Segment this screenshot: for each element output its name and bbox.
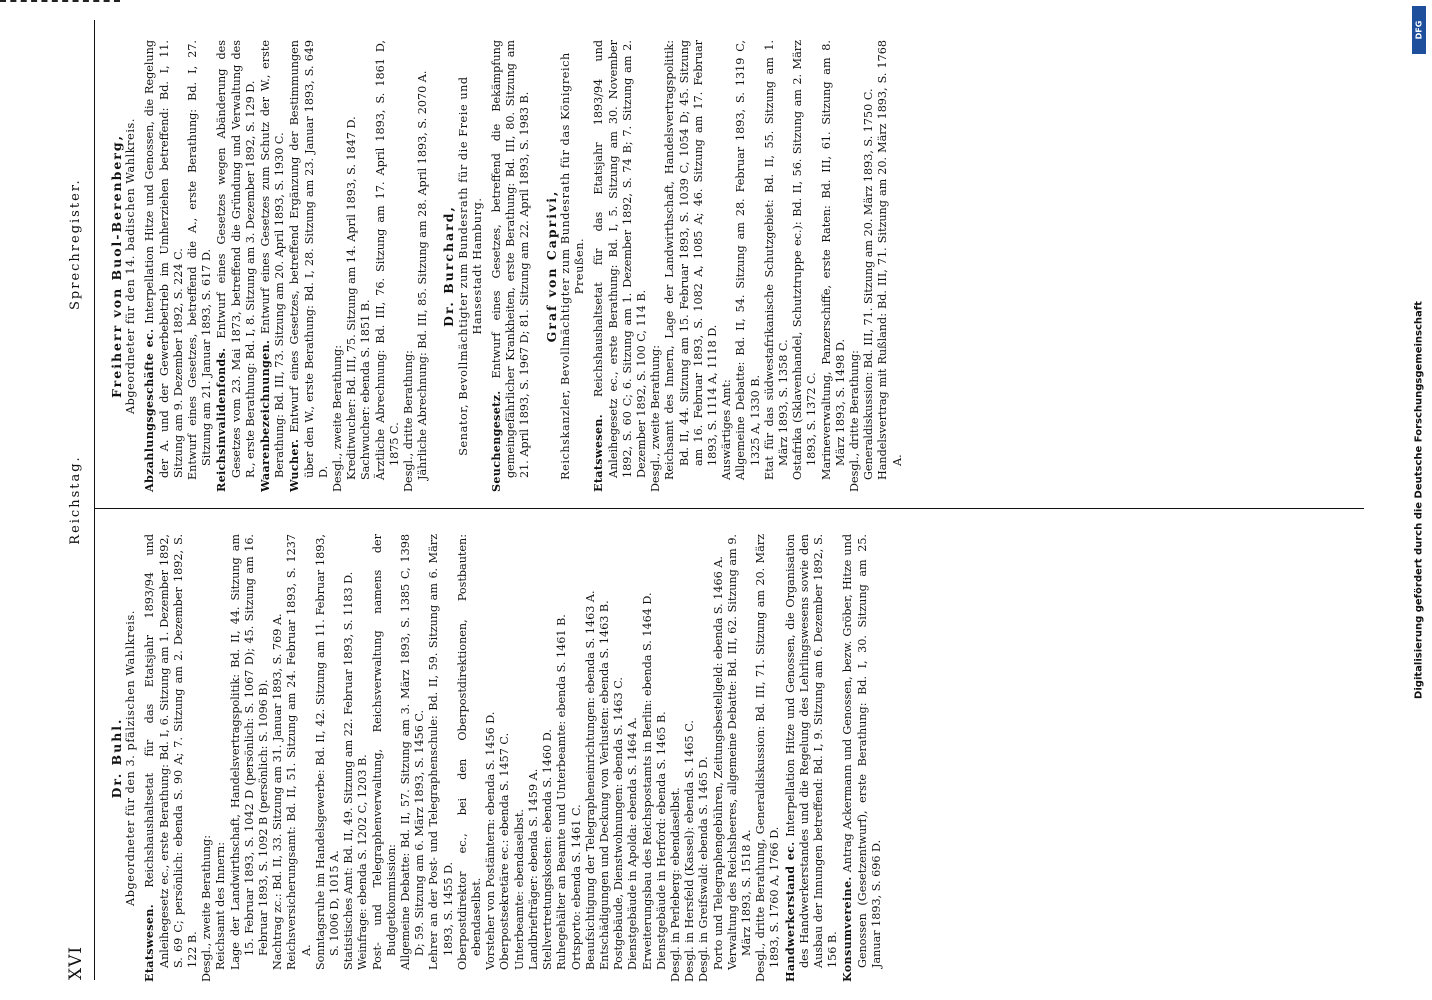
entry-text: Interpellation Hitze und Genossen, die Organisation des Handwerkerstandes und die Regelung des Lehrlingswesens sowie den Ausbau der Innungen betreffend: Bd. I, 9. Sitzung am 6. Dezember 1892, S. 156 B. <box>783 534 840 968</box>
entry-text: Vorsteher von Postämtern: ebenda S. 1456 D. <box>484 711 498 970</box>
register-entry <box>649 40 663 492</box>
register-entry <box>342 534 356 982</box>
entry-text: Nachtrag zc.: Bd. II, 33. Sitzung am 31. Januar 1893, S. 769 A. <box>271 613 285 970</box>
register-entry <box>584 534 598 982</box>
entry-text: Desgl. in Perleberg: ebendaselbst. <box>668 787 682 982</box>
register-entry <box>513 534 527 982</box>
entry-keyword: Handwerkerstand ec. <box>782 841 797 982</box>
register-entry <box>570 534 584 982</box>
entry-text: Reichsamt des Innern: <box>214 841 228 970</box>
entry-text: Desgl. in Greifswald: ebenda S. 1465 D. <box>697 756 711 982</box>
header-title-right: Sprechregister. <box>68 178 83 310</box>
entry-text: Oberpostsekretäre ec.: ebenda S. 1457 C. <box>498 732 512 970</box>
entry-text: Stellvertretungskosten: ebenda S. 1460 D. <box>541 729 555 970</box>
register-entry <box>655 534 669 982</box>
register-entry <box>848 40 862 492</box>
register-entry <box>484 534 498 982</box>
register-entry <box>416 40 430 492</box>
register-entry <box>371 534 399 982</box>
register-entry <box>527 534 541 982</box>
entry-text: Ortsporto: ebenda S. 1461 C. <box>569 804 583 970</box>
speaker-name: Dr. Buhl. <box>109 717 124 799</box>
entry-text: Sachwucher: ebenda S. 1851 B. <box>359 299 373 480</box>
entry-text: Desgl. in Hersfeld (Kassel): ebenda S. 1465 C. <box>683 720 697 982</box>
speaker-role: Abgeordneter für den 14. badischen Wahlkreis. <box>124 117 138 415</box>
entry-text: Entwurf eines Gesetzes, betreffend die Bekämpfung gemeingefährlicher Krankheiten, erste Berathung: Bd. III, 80. Sitzung am 21. April 1893, S. 1967 D; 81. Sitzung am 22. April 1893, S. 1983 B. <box>490 40 532 478</box>
left-column <box>104 534 890 982</box>
entry-text: Desgl., zweite Berathung: <box>331 345 345 492</box>
entry-text: Reichsversicherungsamt: Bd. II, 51. Sitzung am 24. Februar 1893, S. 1237 A. <box>285 534 313 970</box>
entry-text: Unterbeamte: ebendaselbst. <box>512 809 526 970</box>
entry-text: Marineverwaltung, Panzerschiffe, erste Raten: Bd. III, 61. Sitzung am 8. März 1893, S. 1498 D. <box>819 40 847 480</box>
entry-text: Auswärtiges Amt: <box>720 379 734 480</box>
register-entry <box>356 534 370 982</box>
register-entry <box>555 534 569 982</box>
register-entry <box>862 40 876 492</box>
register-entry <box>840 534 884 982</box>
entry-text: Entwurf eines Gesetzes wegen Abänderung des Gesetzes vom 23. Mai 1873, betreffend die Gründung und Verwaltung des R., erste Berathung: Bd. I, 8. Sitzung am 3. Dezember 1892, S. 129 D. <box>215 40 257 478</box>
speaker-role: Reichskanzler, Bevollmächtigter zum Bundesrath für das Königreich Preußen. <box>558 52 587 480</box>
page-header <box>66 20 95 980</box>
entry-text: Sonntagsruhe im Handelsgewerbe: Bd. II, 42. Sitzung am 11. Februar 1893, S. 1006 D, 1015 A. <box>313 534 342 970</box>
entry-text: Statistisches Amt: Bd. II, 49. Sitzung am 22. Februar 1893, S. 1183 D. <box>342 571 356 970</box>
entry-keyword: Reichsinvalidenfonds. <box>214 347 229 492</box>
register-entry <box>734 40 762 492</box>
entry-keyword: Etatswesen. <box>142 904 157 982</box>
register-entry <box>200 534 214 982</box>
entry-text: Lage der Landwirthschaft, Handelsvertragspolitik: Bd. II, 44. Sitzung am 15. Februar 1893, S. 1042 D (persönlich: S. 1067 D); 45. Sitzung am 16. Februar 1893, S. 1092 B (persönlich: S. 1096 B). <box>228 534 271 970</box>
register-entry <box>712 534 726 982</box>
entry-text: Desgl., zweite Berathung: <box>649 345 663 492</box>
entry-keyword: Konsumvereine. <box>840 876 855 982</box>
register-entry <box>763 40 791 492</box>
entry-text: Entwurf eines Gesetzes, betreffend Ergänzung der Bestimmungen über den W., erste Berathung: Bd. I, 28. Sitzung am 23. Januar 1893, S. 649 D. <box>288 40 330 478</box>
entry-text: Porto und Telegraphengebühren, Zeitungsbestellgeld: ebenda S. 1466 A. <box>711 556 725 970</box>
entry-text: Ärztliche Abrechnung: Bd. III, 76. Sitzung am 17. April 1893, S. 1861 D, 1875 C. <box>373 40 401 480</box>
register-entry <box>214 534 228 982</box>
entry-text: Desgl., dritte Berathung, Generaldiskussion: Bd. III, 71. Sitzung am 20. März 1893, S. 1760 A, 1766 D. <box>754 534 782 982</box>
header-title-center: Reichstag. <box>68 455 83 545</box>
entry-text: Erweiterungsbau des Reichspostamts in Berlin: ebenda S. 1464 D. <box>640 592 654 970</box>
right-column <box>104 40 911 492</box>
entry-text: Dienstgebäude in Apolda: ebenda S. 1464 A. <box>626 717 640 970</box>
register-entry <box>271 534 285 982</box>
register-entry <box>456 534 484 982</box>
register-entry <box>258 40 287 492</box>
register-entry <box>791 40 819 492</box>
entry-text: Kreditwucher: Bd. III, 75. Sitzung am 14. April 1893, S. 1847 D. <box>345 116 359 480</box>
entry-text: Lehrer an der Post- und Telegraphenschule: Bd. II, 59. Sitzung am 6. März 1893, S. 1455 D. <box>427 534 455 970</box>
entry-text: Entwurf eines Gesetzes, betreffend die A., erste Berathung: Bd. I, 27. Sitzung am 21. Januar 1893, S. 617 D. <box>186 40 214 480</box>
entry-text: Oberpostdirektor ec., bei den Oberpostdirektionen, Postbauten: ebendaselbst. <box>455 534 484 970</box>
register-entry <box>663 40 720 492</box>
entry-keyword: Etatswesen. <box>591 414 606 492</box>
register-entry <box>498 534 512 982</box>
register-entry <box>641 534 655 982</box>
funding-credit-text: Digitalisierung gefördert durch die Deutsche Forschungsgemeinschaft <box>1413 301 1425 699</box>
register-entry <box>359 40 373 492</box>
entry-text: Etat für das südwestafrikanische Schutzgebiet: Bd. II, 55. Sitzung am 1. März 1893, S. 1358 C. <box>762 40 790 480</box>
register-entry <box>876 40 904 492</box>
register-entry <box>142 40 186 492</box>
register-entry <box>374 40 402 492</box>
register-entry <box>754 534 782 982</box>
register-entry <box>345 40 359 492</box>
register-entry <box>720 40 734 492</box>
entry-keyword: Abzahlungsgeschäfte ec. <box>142 328 157 492</box>
entry-text: Postgebäude, Dienstwohnungen: ebenda S. 1463 C. <box>612 677 626 970</box>
funding-credit <box>1410 0 1428 1000</box>
register-entry <box>683 534 697 982</box>
register-entry <box>314 534 342 982</box>
column-divider <box>94 508 1364 509</box>
entry-keyword: Waarenbezeichnungen. <box>258 339 273 492</box>
speaker-name: Freiherr von Buol-Berenberg, <box>109 134 124 398</box>
register-entry <box>697 534 711 982</box>
register-entry <box>726 534 754 982</box>
entry-text: Dienstgebäude in Herford: ebenda S. 1465 B. <box>654 711 668 970</box>
entry-text: Entschädigungen und Deckung von Verlusten: ebenda S. 1463 B. <box>597 600 611 970</box>
entry-keyword: Seuchengesetz. <box>489 390 504 492</box>
page-number: XVI <box>66 945 86 980</box>
register-entry <box>783 534 841 982</box>
register-entry <box>820 40 848 492</box>
speaker-role: Senator, Bevollmächtigter zum Bundesrath für die Freie und Hansestadt Hamburg. <box>456 76 484 456</box>
dfg-logo: DFG <box>1412 6 1426 54</box>
register-entry <box>669 534 683 982</box>
entry-text: Landbriefträger: ebenda S. 1459 A. <box>526 768 540 970</box>
entry-text: Weinfrage: ebenda S. 1202 C, 1203 B. <box>356 754 370 970</box>
entry-text: Antrag Ackermann und Genossen, bezw. Gröber, Hitze und Genossen (Gesetzentwurf), erste Berathung: Bd. I, 30. Sitzung am 25. Januar 1893, S. 696 D. <box>841 534 883 968</box>
register-entry <box>541 534 555 982</box>
speaker-name: Dr. Burchard, <box>441 205 457 327</box>
register-entry <box>142 534 200 982</box>
register-entry <box>612 534 626 982</box>
speaker-name: Graf von Caprivi, <box>543 189 559 343</box>
register-entry <box>287 40 331 492</box>
entry-text: Allgemeine Debatte: Bd. II, 54. Sitzung am 28. Februar 1893, S. 1319 C, 1325 A, 1330 B. <box>734 40 762 480</box>
entry-text: Interpellation Hitze und Genossen, die Regelung der A. und der Gewerbebetrieb im Umherziehen betreffend: Bd. I, 11. Sitzung am 9. Dezember 1892, S. 224 C. <box>143 40 185 478</box>
entry-text: Handelsvertrag mit Rußland: Bd. III, 71. Sitzung am 20. März 1893, S. 1768 A. <box>876 40 904 480</box>
entry-text: Post- und Telegraphenverwaltung, Reichsverwaltung namens der Budgetkommission: <box>370 534 398 970</box>
register-entry <box>214 40 258 492</box>
register-entry <box>402 40 416 492</box>
register-entry <box>229 534 272 982</box>
entry-text: Beaufsichtigung der Telegrapheneinrichtungen: ebenda S. 1463 A. <box>583 590 597 970</box>
register-entry <box>331 40 345 492</box>
entry-keyword: Wucher. <box>287 438 302 492</box>
register-entry <box>489 40 533 492</box>
entry-text: Desgl., zweite Berathung: <box>200 835 214 982</box>
entry-text: Ruhegehälter an Beamte und Unterbeamte: ebenda S. 1461 B. <box>555 614 569 970</box>
entry-text: Reichshaushaltsetat für das Etatsjahr 1893/94 und Anleihegesetz ec., erste Berathung: Bd. I, 5. Sitzung am 30. November 1892, S. 60 C; 6. Sitzung am 1. Dezember 1892, S. 74 B; 7. Sitzung am 2. Dezember 1892, S. 100 C, 114 B. <box>592 40 648 478</box>
register-entry <box>186 40 214 492</box>
entry-text: Desgl., dritte Berathung: <box>402 350 416 492</box>
entry-text: Entwurf eines Gesetzes zum Schutz der W., erste Berathung: Bd. III, 73. Sitzung am 20. April 1893, S. 1930 C. <box>259 40 287 478</box>
entry-text: Ostafrika (Sklavenhandel, Schutztruppe ec.): Bd. II, 56. Sitzung am 2. März 1893, S. 1372 C. <box>791 40 819 480</box>
register-entry <box>399 534 427 982</box>
entry-text: Reichsamt des Innern, Lage der Landwirthschaft, Handelsvertragspolitik: Bd. II, 44. Sitzung am 15. Februar 1893, S. 1039 C, 1054 D; 45. Sitzung am 16. Februar 1893, S. 1082 A, 1085 A; 46. Sitzung am 17. Februar 1893, S. 1114 A, 1118 D. <box>663 40 719 480</box>
register-entry <box>427 534 455 982</box>
register-entry <box>626 534 640 982</box>
register-entry <box>285 534 313 982</box>
speaker-role: Abgeordneter für den 3. pfälzischen Wahlkreis. <box>124 610 138 906</box>
entry-text: Verwaltung des Reichsheeres, allgemeine Debatte: Bd. III, 62. Sitzung am 9. März 1893, S. 1518 A. <box>725 534 753 970</box>
entry-text: Jährliche Abrechnung: Bd. III, 85. Sitzung am 28. April 1893, S. 2070 A. <box>416 70 430 480</box>
entry-text: Reichshaushaltsetat für das Etatsjahr 1893/94 und Anleihegesetz ec., erste Berathung: Bd. I, 6. Sitzung am 1. Dezember 1892, S. 69 C; persönlich: ebenda S. 90 A; 7. Sitzung am 2. Dezember 1892, S. 122 B. <box>143 534 200 968</box>
entry-text: Allgemeine Debatte: Bd. II, 57. Sitzung am 3. März 1893, S. 1385 C, 1398 D; 59. Sitzung am 6. März 1893, S. 1456 C. <box>399 534 427 970</box>
entry-text: Desgl., dritte Berathung: <box>847 350 861 492</box>
register-entry <box>598 534 612 982</box>
register-entry <box>591 40 649 492</box>
entry-text: Generaldiskussion: Bd. III, 71. Sitzung am 20. März 1893, S. 1750 C. <box>862 88 876 480</box>
